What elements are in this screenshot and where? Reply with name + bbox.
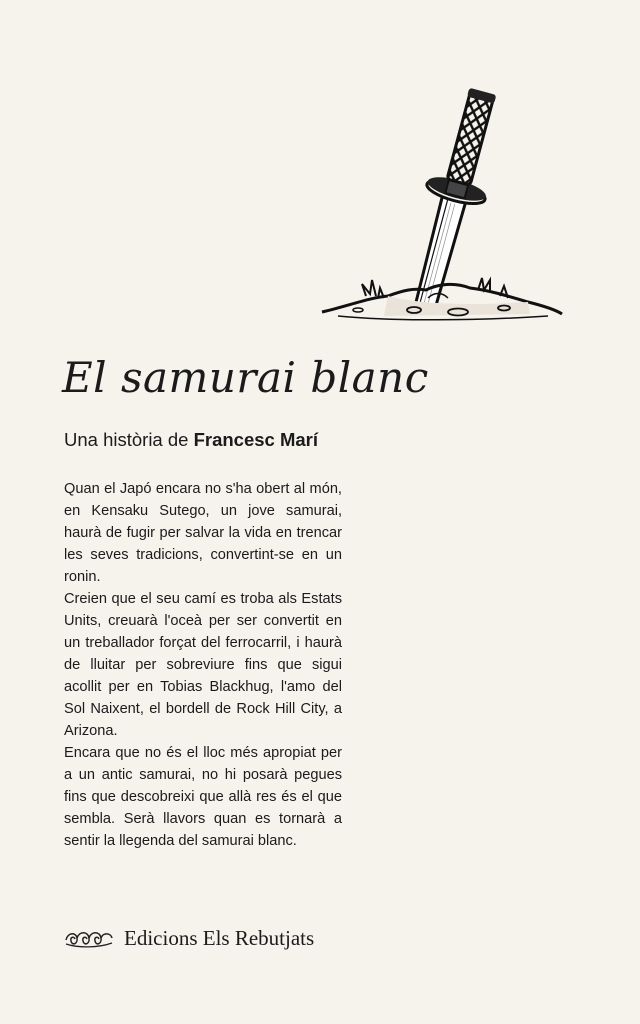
synopsis [64, 478, 342, 852]
synopsis-paragraph: Encara que no és el lloc més apropiat per a un antic samurai, no hi posarà pegues fins que descobreixi que allà res és el que sembla. Serà llavors quan es tornarà a sentir la llegenda del samurai blanc. [64, 745, 342, 849]
byline [64, 428, 318, 452]
katana-in-ground-icon [318, 84, 566, 330]
author-name: Francesc Marí [193, 429, 319, 450]
wave-swirl-icon [64, 926, 114, 950]
publisher-name: Edicions Els Rebutjats [124, 926, 315, 950]
katana-illustration [318, 84, 566, 330]
book-title: El samurai blanc [62, 353, 429, 402]
synopsis-paragraph: Quan el Japó encara no s'ha obert al món, en Kensaku Sutego, un jove samurai, haurà de fugir per salvar la vida en trencar les seves tradicions, convertint-se en un ronin. [64, 481, 342, 585]
synopsis-paragraph: Creien que el seu camí es troba als Estats Units, creuarà l'oceà per ser convertit en un treballador forçat del ferrocarril, i haurà de lluitar per sobreviure fins que sigui acollit per en Tobias Blackhug, l'amo del Sol Naixent, el bordell de Rock Hill City, a Arizona. [64, 591, 342, 739]
byline-prefix: Una història de [64, 429, 189, 450]
publisher-block [64, 924, 314, 952]
